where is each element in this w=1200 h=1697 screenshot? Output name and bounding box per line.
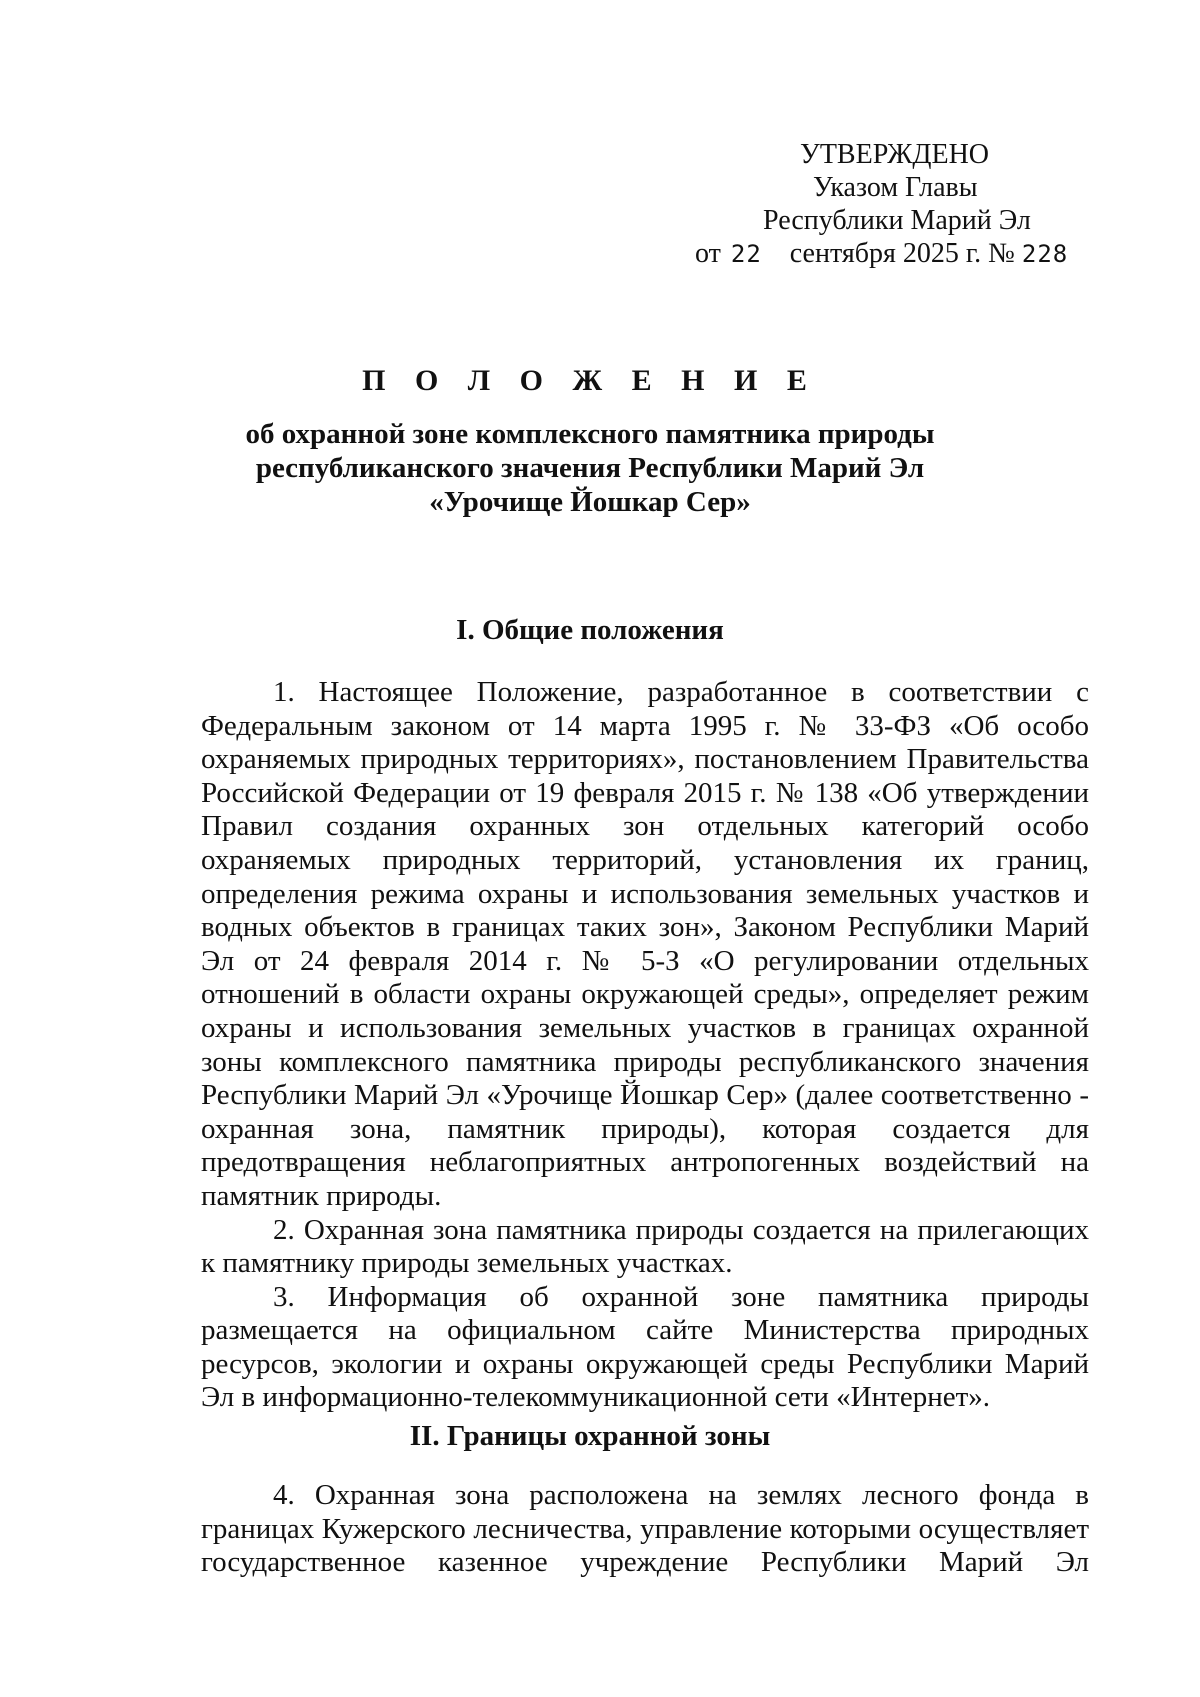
subtitle-line: «Урочище Йошкар Сер» [429,486,751,518]
paragraph: 1. Настоящее Положение, разработанное в соответствии с Федеральным законом от 14 марта 1995 г. № 33-ФЗ «Об особо охраняемых природных территориях», постановлением Правительства Российской Федерации от 19 февраля 2015 г. № 138 «Об утверждении Правил создания охранных зон отдельных категорий особо охраняемых природных территорий, установления их границ, определения режима охраны и использования земельных участков и водных объектов в границах таких зон», Законом Республики Марий Эл от 24 февраля 2014 г. № 5-З «О регулировании отдельных отношений в области охраны окружающей среды», определяет режим охраны и использования земельных участков в границах охранной зоны комплексного памятника природы республиканского значения Республики Марий Эл «Урочище Йошкар Сер» (далее соответственно - охранная зона, памятник природы), которая создается для предотвращения неблагоприятных антропогенных воздействий на памятник природы. [201,676,1089,1212]
approval-heading: УТВЕРЖДЕНО [800,139,990,170]
section-heading-general: I. Общие положения [456,614,724,646]
date-month-year: сентября 2025 г. № [789,238,1015,269]
document-title: П О Л О Ж Е Н И Е [362,364,818,397]
subtitle-line: об охранной зоне комплексного памятника природы [245,418,935,450]
date-prefix: от [695,238,721,269]
document-subtitle [0,417,1180,519]
decree-number: 228 [1021,240,1069,268]
subtitle-line: республиканского значения Республики Марий Эл [255,452,925,484]
paragraph: 2. Охранная зона памятника природы создается на прилегающих к памятнику природы земельных участках. [201,1213,1089,1280]
section-boundaries-body [201,1479,1089,1580]
section-general-body [201,676,1089,1415]
approval-stamp-block [660,138,1069,271]
paragraph: 3. Информация об охранной зоне памятника природы размещается на официальном сайте Министерства природных ресурсов, экологии и охраны окружающей среды Республики Марий Эл в информационно-телекоммуникационной сети «Интернет». [201,1280,1089,1414]
date-day: 22 [730,240,762,268]
section-heading-boundaries: II. Границы охранной зоны [409,1420,771,1452]
approval-decree-line: Указом Главы [813,172,978,203]
approval-republic-line: Республики Марий Эл [763,205,1031,236]
paragraph: 4. Охранная зона расположена на землях лесного фонда в границах Кужерского лесничества, управление которыми осуществляет государственное казенное учреждение Республики Марий Эл [201,1479,1089,1579]
approval-date-line [660,237,1069,271]
